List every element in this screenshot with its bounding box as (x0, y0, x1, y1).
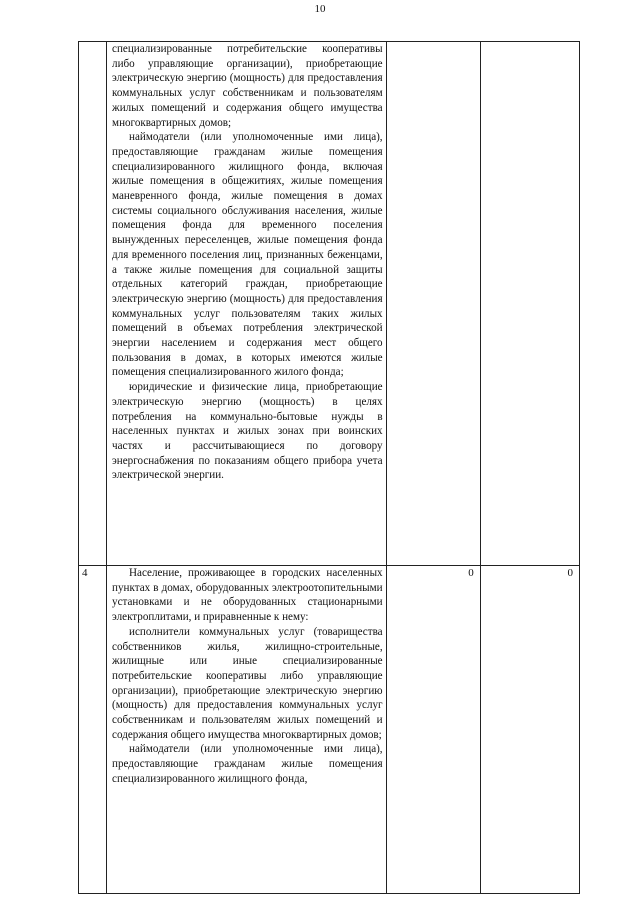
page-number: 10 (314, 3, 326, 15)
paragraph: наймодатели (или уполномоченные ими лица), предоставляющие гражданам жилые помещения специализированного жилищного фонда, включая жилые помещения в общежитиях, жилые помещения маневренного фонда, жилые помещения в домах системы социального обслуживания населения, жилые помещения фонда для временного поселения вынужденных переселенцев, жилые помещения фонда для временного поселения лиц, признанных беженцами, а также жилые помещения для социальной защиты отдельных категорий граждан, приобретающие электрическую энергию (мощность) для предоставления коммунальных услуг пользователям таких жилых помещений в объемах потребления электрической энергии населением и содержания мест общего пользования в домах, в которых имеются жилые помещения специализированного жилого фонда; (112, 131, 383, 379)
paragraph: юридические и физические лица, приобретающие электрическую энергию (мощность) в целях потребления на коммунально-бытовые нужды в населенных пунктах и жилых зонах при воинских частях и рассчитывающиеся по договору энергоснабжения по показаниям общего прибора учета электрической энергии. (112, 381, 383, 482)
description-cell (107, 566, 387, 894)
paragraph: исполнители коммунальных услуг (товарищества собственников жилья, жилищно-строительные, жилищные или иные специализированные потребительские кооперативы либо управляющие организации), приобретающие электрическую энергию (мощность) для предоставления коммунальных услуг собственникам и пользователям жилых помещений и содержания общего имущества многоквартирных домов; (112, 625, 383, 741)
value-cell-b (480, 42, 579, 566)
table-row (79, 566, 580, 894)
tariff-table (78, 41, 580, 894)
paragraph: Население, проживающее в городских населенных пунктах в домах, оборудованных электроотопительными установками и не оборудованных стационарными электроплитами, и приравненные к нему: (112, 567, 383, 624)
paragraph: наймодатели (или уполномоченные ими лица), предоставляющие гражданам жилые помещения специализированного жилищного фонда, (112, 743, 383, 785)
paragraph: специализированные потребительские кооперативы либо управляющие организации), приобретающие электрическую энергию (мощность) для предоставления коммунальных услуг собственникам и пользователям жилых помещений и содержания общего имущества многоквартирных домов; (112, 43, 383, 129)
table-row (79, 42, 580, 566)
value-cell-a: 0 (386, 566, 480, 894)
value-cell-a (386, 42, 480, 566)
row-number-cell: 4 (79, 566, 107, 894)
row-number-cell (79, 42, 107, 566)
description-cell (107, 42, 387, 566)
value-cell-b: 0 (480, 566, 579, 894)
